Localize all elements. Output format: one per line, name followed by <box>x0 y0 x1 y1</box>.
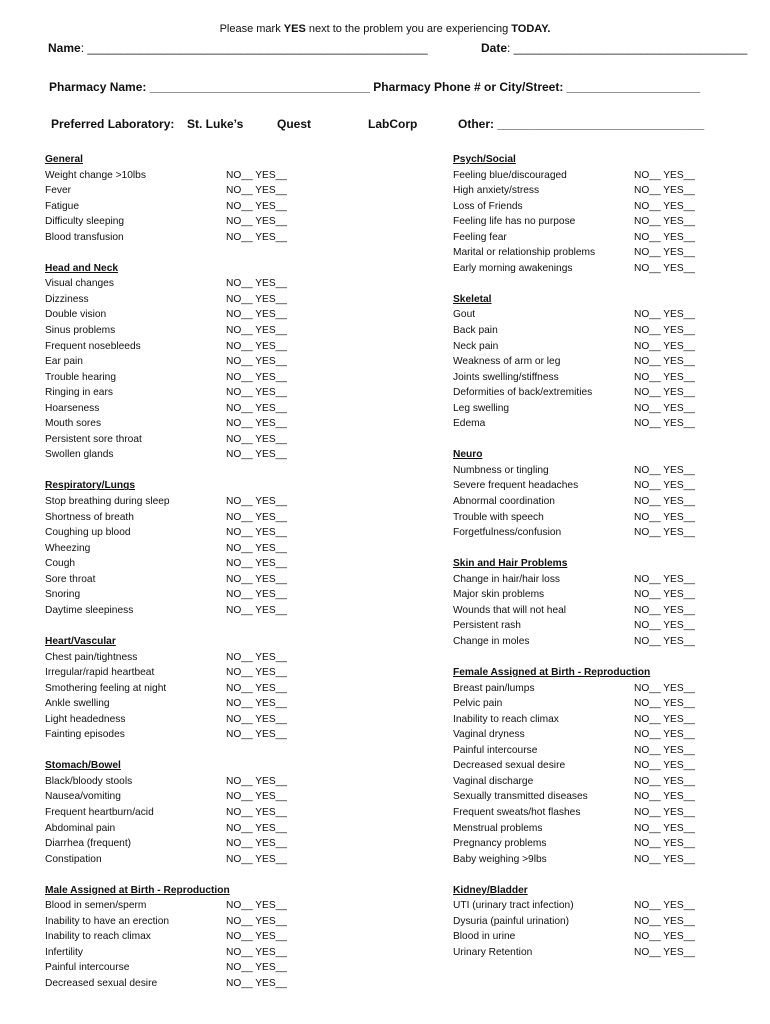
symptom-row-persistent-rash <box>453 618 695 634</box>
symptom-row-wounds-that-will-not-heal <box>453 603 695 619</box>
symptom-label: Trouble hearing <box>45 371 116 383</box>
no-yes-answer[interactable]: NO__ YES__ <box>226 651 287 663</box>
symptom-label: Sinus problems <box>45 325 116 337</box>
section-heading-row <box>45 634 230 650</box>
date-field[interactable] <box>481 41 747 55</box>
no-yes-answer[interactable]: NO__ YES__ <box>226 558 287 570</box>
symptom-row-infertility <box>45 945 287 961</box>
symptom-row-cough <box>45 556 287 572</box>
no-yes-answer[interactable]: NO__ YES__ <box>226 340 287 352</box>
no-yes-answer[interactable]: NO__ YES__ <box>226 931 287 943</box>
no-yes-answer[interactable]: NO__ YES__ <box>226 200 287 212</box>
lab-other-field[interactable]: Other: _______________________________ <box>458 117 705 131</box>
date-label: Date <box>481 41 508 55</box>
symptom-label: Frequent nosebleeds <box>45 340 141 352</box>
no-yes-answer[interactable]: NO__ YES__ <box>226 713 287 725</box>
section-heading-head-and-neck: Head and Neck <box>45 262 119 274</box>
symptom-row-ankle-swelling <box>45 696 287 712</box>
section-heading-row <box>45 478 230 494</box>
section-heading-row <box>45 152 230 168</box>
symptom-row-feeling-fear <box>453 230 695 246</box>
symptom-label: Deformities of back/extremities <box>453 387 593 399</box>
no-yes-answer[interactable]: NO__ YES__ <box>634 775 695 787</box>
symptom-label: Fainting episodes <box>45 729 125 741</box>
symptom-row-fainting-episodes <box>45 727 287 743</box>
symptom-row-visual-changes <box>45 276 287 292</box>
symptom-row-inability-to-have-an-erection <box>45 914 287 930</box>
symptom-label: Blood in urine <box>453 931 516 943</box>
symptom-label: Severe frequent headaches <box>453 480 579 492</box>
no-yes-answer[interactable]: NO__ YES__ <box>226 325 287 337</box>
no-yes-answer[interactable]: NO__ YES__ <box>226 775 287 787</box>
symptom-label: Painful intercourse <box>453 744 538 756</box>
no-yes-answer[interactable]: NO__ YES__ <box>226 278 287 290</box>
symptom-row-abnormal-coordination <box>453 494 695 510</box>
symptom-label: Frequent sweats/hot flashes <box>453 806 581 818</box>
symptom-label: Black/bloody stools <box>45 775 133 787</box>
no-yes-answer[interactable]: NO__ YES__ <box>634 573 695 585</box>
symptom-row-smothering-feeling-at-night <box>45 681 287 697</box>
no-yes-answer[interactable]: NO__ YES__ <box>634 729 695 741</box>
symptom-label: Stop breathing during sleep <box>45 496 170 508</box>
symptom-label: Daytime sleepiness <box>45 604 134 616</box>
symptom-row-chest-pain-tightness <box>45 650 287 666</box>
lab-option-labcorp[interactable]: LabCorp <box>368 117 418 131</box>
symptom-label: Vaginal discharge <box>453 775 534 787</box>
no-yes-answer[interactable]: NO__ YES__ <box>634 915 695 927</box>
no-yes-answer[interactable]: NO__ YES__ <box>634 527 695 539</box>
symptom-label: UTI (urinary tract infection) <box>453 900 574 912</box>
symptom-row-black-bloody-stools <box>45 774 287 790</box>
symptom-label: Urinary Retention <box>453 946 533 958</box>
symptom-label: Chest pain/tightness <box>45 651 138 663</box>
symptom-label: Pelvic pain <box>453 698 503 710</box>
left-column <box>45 152 287 992</box>
section-heading-row <box>453 556 650 572</box>
symptom-row-irregular-rapid-heartbeat <box>45 665 287 681</box>
no-yes-answer[interactable]: NO__ YES__ <box>226 402 287 414</box>
no-yes-answer[interactable]: NO__ YES__ <box>634 247 695 259</box>
symptom-label: Visual changes <box>45 278 114 290</box>
symptom-label: Wheezing <box>45 542 91 554</box>
no-yes-answer[interactable]: NO__ YES__ <box>226 977 287 989</box>
no-yes-answer[interactable]: NO__ YES__ <box>226 682 287 694</box>
no-yes-answer[interactable]: NO__ YES__ <box>634 340 695 352</box>
symptom-label: Fatigue <box>45 200 79 212</box>
symptom-label: Ear pain <box>45 356 83 368</box>
symptom-label: Blood transfusion <box>45 231 124 243</box>
no-yes-answer[interactable]: NO__ YES__ <box>226 511 287 523</box>
no-yes-answer[interactable]: NO__ YES__ <box>634 356 695 368</box>
symptom-row-ringing-in-ears <box>45 385 287 401</box>
symptom-row-joints-swelling-stiffness <box>453 370 695 386</box>
no-yes-answer[interactable]: NO__ YES__ <box>634 418 695 430</box>
symptom-label: Gout <box>453 309 476 321</box>
symptom-label: Leg swelling <box>453 402 510 414</box>
symptom-row-sinus-problems <box>45 323 287 339</box>
symptom-label: Irregular/rapid heartbeat <box>45 667 155 679</box>
no-yes-answer[interactable]: NO__ YES__ <box>226 604 287 616</box>
symptom-row-forgetfulness-confusion <box>453 525 695 541</box>
symptom-row-deformities-of-back-extremities <box>453 385 695 401</box>
name-line[interactable]: : ___________________________________________________ <box>80 41 428 55</box>
symptom-label: Infertility <box>45 946 83 958</box>
right-column <box>453 152 695 960</box>
no-yes-answer[interactable]: NO__ YES__ <box>226 216 287 228</box>
section-heading-female-assigned-at-birth-reproduction: Female Assigned at Birth - Reproduction <box>453 667 651 679</box>
symptom-row-stop-breathing-during-sleep <box>45 494 287 510</box>
section-heading-row <box>45 883 230 899</box>
symptom-row-early-morning-awakenings <box>453 261 695 277</box>
symptom-row-frequent-sweats-hot-flashes <box>453 805 695 821</box>
section-heading-row <box>45 758 230 774</box>
no-yes-answer[interactable]: NO__ YES__ <box>634 806 695 818</box>
no-yes-answer[interactable]: NO__ YES__ <box>226 185 287 197</box>
no-yes-answer[interactable]: NO__ YES__ <box>226 542 287 554</box>
no-yes-answer[interactable]: NO__ YES__ <box>226 838 287 850</box>
date-line[interactable]: : ___________________________________ <box>507 41 748 55</box>
no-yes-answer[interactable]: NO__ YES__ <box>634 480 695 492</box>
symptom-row-fever <box>45 183 287 199</box>
symptom-row-change-in-hair-hair-loss <box>453 572 695 588</box>
symptom-label: Feeling life has no purpose <box>453 216 576 228</box>
symptom-label: Light headedness <box>45 713 126 725</box>
no-yes-answer[interactable]: NO__ YES__ <box>226 309 287 321</box>
symptom-label: Fever <box>45 185 72 197</box>
no-yes-answer[interactable]: NO__ YES__ <box>226 527 287 539</box>
symptom-row-vaginal-discharge <box>453 774 695 790</box>
symptom-label: Weakness of arm or leg <box>453 356 561 368</box>
symptom-row-trouble-hearing <box>45 370 287 386</box>
symptom-row-decreased-sexual-desire <box>45 976 287 992</box>
section-heading-heart-vascular: Heart/Vascular <box>45 635 116 647</box>
symptom-row-weight-change-10lbs <box>45 168 287 184</box>
symptom-row-double-vision <box>45 307 287 323</box>
symptom-label: Coughing up blood <box>45 527 131 539</box>
symptom-label: Major skin problems <box>453 589 545 601</box>
symptom-row-loss-of-friends <box>453 199 695 215</box>
no-yes-answer[interactable]: NO__ YES__ <box>226 496 287 508</box>
symptom-row-nausea-vomiting <box>45 789 287 805</box>
symptom-row-severe-frequent-headaches <box>453 478 695 494</box>
symptom-label: Ringing in ears <box>45 387 113 399</box>
no-yes-answer[interactable]: NO__ YES__ <box>634 185 695 197</box>
symptom-row-fatigue <box>45 199 287 215</box>
no-yes-answer[interactable]: NO__ YES__ <box>634 464 695 476</box>
symptom-label: Trouble with speech <box>453 511 544 523</box>
no-yes-answer[interactable]: NO__ YES__ <box>226 449 287 461</box>
name-field[interactable] <box>48 41 428 55</box>
symptom-row-numbness-or-tingling <box>453 463 695 479</box>
symptom-label: Loss of Friends <box>453 200 523 212</box>
no-yes-answer[interactable]: NO__ YES__ <box>634 635 695 647</box>
symptom-label: Shortness of breath <box>45 511 134 523</box>
lab-label: Preferred Laboratory: <box>51 117 175 131</box>
no-yes-answer[interactable]: NO__ YES__ <box>634 931 695 943</box>
instruction-text-2: next to the problem you are experiencing <box>305 23 512 35</box>
no-yes-answer[interactable]: NO__ YES__ <box>634 371 695 383</box>
no-yes-answer[interactable]: NO__ YES__ <box>634 822 695 834</box>
symptom-label: Frequent heartburn/acid <box>45 806 154 818</box>
no-yes-answer[interactable]: NO__ YES__ <box>634 216 695 228</box>
instruction-today: TODAY. <box>511 23 551 35</box>
no-yes-answer[interactable]: NO__ YES__ <box>634 309 695 321</box>
symptom-row-feeling-blue-discouraged <box>453 168 695 184</box>
symptom-label: Decreased sexual desire <box>45 977 158 989</box>
name-label: Name <box>48 41 81 55</box>
no-yes-answer[interactable]: NO__ YES__ <box>226 915 287 927</box>
symptom-row-weakness-of-arm-or-leg <box>453 354 695 370</box>
no-yes-answer[interactable]: NO__ YES__ <box>226 418 287 430</box>
section-heading-respiratory-lungs: Respiratory/Lungs <box>45 480 136 492</box>
symptom-row-decreased-sexual-desire <box>453 758 695 774</box>
no-yes-answer[interactable]: NO__ YES__ <box>226 433 287 445</box>
section-heading-row <box>45 261 230 277</box>
symptom-row-gout <box>453 307 695 323</box>
symptom-row-breast-pain-lumps <box>453 681 695 697</box>
symptom-row-baby-weighing-9lbs <box>453 852 695 868</box>
symptom-row-high-anxiety-stress <box>453 183 695 199</box>
symptom-label: Baby weighing >9lbs <box>453 853 547 865</box>
no-yes-answer[interactable]: NO__ YES__ <box>226 946 287 958</box>
instructions <box>0 23 770 35</box>
section-heading-male-assigned-at-birth-reproduction: Male Assigned at Birth - Reproduction <box>45 884 230 896</box>
instruction-text: Please mark <box>219 23 284 35</box>
symptom-row-urinary-retention <box>453 945 695 961</box>
symptom-label: Sexually transmitted diseases <box>453 791 588 803</box>
symptom-row-mouth-sores <box>45 416 287 432</box>
no-yes-answer[interactable]: NO__ YES__ <box>634 698 695 710</box>
symptom-row-swollen-glands <box>45 447 287 463</box>
symptom-label: Inability to reach climax <box>453 713 559 725</box>
symptom-label: Forgetfulness/confusion <box>453 527 562 539</box>
symptom-row-painful-intercourse <box>45 960 287 976</box>
section-heading-neuro: Neuro <box>453 449 483 461</box>
no-yes-answer[interactable]: NO__ YES__ <box>226 356 287 368</box>
no-yes-answer[interactable]: NO__ YES__ <box>634 387 695 399</box>
symptom-row-frequent-nosebleeds <box>45 339 287 355</box>
section-heading-row <box>453 883 650 899</box>
symptom-row-pelvic-pain <box>453 696 695 712</box>
symptom-row-diarrhea-frequent <box>45 836 287 852</box>
section-heading-skeletal: Skeletal <box>453 293 492 305</box>
symptom-label: Neck pain <box>453 340 499 352</box>
section-heading-psych-social: Psych/Social <box>453 154 516 165</box>
symptom-row-neck-pain <box>453 339 695 355</box>
symptom-label: Constipation <box>45 853 102 865</box>
symptom-row-feeling-life-has-no-purpose <box>453 214 695 230</box>
symptom-label: Cough <box>45 558 76 570</box>
no-yes-answer[interactable]: NO__ YES__ <box>634 946 695 958</box>
symptom-label: Breast pain/lumps <box>453 682 535 694</box>
symptom-row-abdominal-pain <box>45 821 287 837</box>
no-yes-answer[interactable]: NO__ YES__ <box>634 760 695 772</box>
symptom-row-marital-or-relationship-problems <box>453 245 695 261</box>
symptom-label: Swollen glands <box>45 449 114 461</box>
no-yes-answer[interactable]: NO__ YES__ <box>634 853 695 865</box>
no-yes-answer[interactable]: NO__ YES__ <box>634 682 695 694</box>
symptom-row-persistent-sore-throat <box>45 432 287 448</box>
symptom-row-hoarseness <box>45 401 287 417</box>
section-heading-row <box>453 292 650 308</box>
symptom-row-sore-throat <box>45 572 287 588</box>
no-yes-answer[interactable]: NO__ YES__ <box>226 589 287 601</box>
no-yes-answer[interactable]: NO__ YES__ <box>634 838 695 850</box>
no-yes-answer[interactable]: NO__ YES__ <box>226 853 287 865</box>
symptom-label: Edema <box>453 418 486 430</box>
no-yes-answer[interactable]: NO__ YES__ <box>634 511 695 523</box>
symptom-label: Wounds that will not heal <box>453 604 567 616</box>
symptom-row-uti-urinary-tract-infection <box>453 898 695 914</box>
instruction-yes: YES <box>283 23 306 35</box>
symptom-row-sexually-transmitted-diseases <box>453 789 695 805</box>
symptom-label: Weight change >10lbs <box>45 169 146 181</box>
symptom-label: Marital or relationship problems <box>453 247 596 259</box>
no-yes-answer[interactable]: NO__ YES__ <box>634 713 695 725</box>
symptom-label: Hoarseness <box>45 402 100 414</box>
symptom-row-blood-in-semen-sperm <box>45 898 287 914</box>
symptom-row-pregnancy-problems <box>453 836 695 852</box>
symptom-label: High anxiety/stress <box>453 185 540 197</box>
section-heading-row <box>453 152 650 168</box>
symptom-label: Feeling fear <box>453 231 507 243</box>
symptom-label: Dizziness <box>45 293 89 305</box>
no-yes-answer[interactable]: NO__ YES__ <box>226 371 287 383</box>
no-yes-answer[interactable]: NO__ YES__ <box>226 387 287 399</box>
symptom-row-major-skin-problems <box>453 587 695 603</box>
symptom-label: Inability to have an erection <box>45 915 170 927</box>
symptom-row-light-headedness <box>45 712 287 728</box>
symptom-label: Pregnancy problems <box>453 838 547 850</box>
symptom-label: Vaginal dryness <box>453 729 525 741</box>
symptom-row-wheezing <box>45 541 287 557</box>
lab-option-st-lukes[interactable]: St. Luke’s <box>187 117 244 131</box>
symptom-label: Persistent sore throat <box>45 433 142 445</box>
no-yes-answer[interactable]: NO__ YES__ <box>634 496 695 508</box>
section-heading-skin-and-hair-problems: Skin and Hair Problems <box>453 558 568 570</box>
symptom-row-frequent-heartburn-acid <box>45 805 287 821</box>
no-yes-answer[interactable]: NO__ YES__ <box>634 620 695 632</box>
symptom-row-menstrual-problems <box>453 821 695 837</box>
no-yes-answer[interactable]: NO__ YES__ <box>634 200 695 212</box>
symptom-label: Double vision <box>45 309 107 321</box>
no-yes-answer[interactable]: NO__ YES__ <box>634 402 695 414</box>
symptom-row-back-pain <box>453 323 695 339</box>
symptom-label: Inability to reach climax <box>45 931 151 943</box>
no-yes-answer[interactable]: NO__ YES__ <box>226 822 287 834</box>
no-yes-answer[interactable]: NO__ YES__ <box>226 667 287 679</box>
symptom-row-dysuria-painful-urination <box>453 914 695 930</box>
symptom-row-snoring <box>45 587 287 603</box>
symptom-row-vaginal-dryness <box>453 727 695 743</box>
symptom-label: Nausea/vomiting <box>45 791 121 803</box>
symptom-label: Decreased sexual desire <box>453 760 566 772</box>
symptom-label: Back pain <box>453 325 498 337</box>
symptom-label: Mouth sores <box>45 418 102 430</box>
symptom-label: Ankle swelling <box>45 698 110 710</box>
symptom-row-ear-pain <box>45 354 287 370</box>
section-heading-general: General <box>45 154 83 165</box>
symptom-row-blood-in-urine <box>453 929 695 945</box>
no-yes-answer[interactable]: NO__ YES__ <box>226 231 287 243</box>
no-yes-answer[interactable]: NO__ YES__ <box>634 791 695 803</box>
symptom-row-inability-to-reach-climax <box>45 929 287 945</box>
no-yes-answer[interactable]: NO__ YES__ <box>634 231 695 243</box>
no-yes-answer[interactable]: NO__ YES__ <box>634 604 695 616</box>
no-yes-answer[interactable]: NO__ YES__ <box>226 698 287 710</box>
section-heading-stomach-bowel: Stomach/Bowel <box>45 760 121 772</box>
no-yes-answer[interactable]: NO__ YES__ <box>634 169 695 181</box>
symptom-row-coughing-up-blood <box>45 525 287 541</box>
no-yes-answer[interactable]: NO__ YES__ <box>634 325 695 337</box>
symptom-row-change-in-moles <box>453 634 695 650</box>
symptom-label: Dysuria (painful urination) <box>453 915 570 927</box>
section-heading-kidney-bladder: Kidney/Bladder <box>453 884 528 896</box>
symptom-label: Early morning awakenings <box>453 262 573 274</box>
no-yes-answer[interactable]: NO__ YES__ <box>634 262 695 274</box>
symptom-label: Blood in semen/sperm <box>45 900 147 912</box>
symptom-label: Persistent rash <box>453 620 521 632</box>
symptom-label: Snoring <box>45 589 81 601</box>
symptom-label: Change in moles <box>453 635 530 647</box>
no-yes-answer[interactable]: NO__ YES__ <box>634 900 695 912</box>
no-yes-answer[interactable]: NO__ YES__ <box>226 293 287 305</box>
symptom-label: Sore throat <box>45 573 96 585</box>
no-yes-answer[interactable]: NO__ YES__ <box>634 589 695 601</box>
section-heading-row <box>453 665 650 681</box>
lab-option-quest[interactable]: Quest <box>277 117 312 131</box>
symptom-row-blood-transfusion <box>45 230 287 246</box>
symptom-row-edema <box>453 416 695 432</box>
section-heading-row <box>453 447 650 463</box>
symptom-label: Abdominal pain <box>45 822 116 834</box>
pharmacy-field[interactable]: Pharmacy Name: _________________________________ Pharmacy Phone # or City/Street: ____________________ <box>49 80 701 94</box>
no-yes-answer[interactable]: NO__ YES__ <box>226 806 287 818</box>
no-yes-answer[interactable]: NO__ YES__ <box>226 573 287 585</box>
no-yes-answer[interactable]: NO__ YES__ <box>226 962 287 974</box>
no-yes-answer[interactable]: NO__ YES__ <box>226 791 287 803</box>
symptom-row-trouble-with-speech <box>453 510 695 526</box>
no-yes-answer[interactable]: NO__ YES__ <box>226 900 287 912</box>
no-yes-answer[interactable]: NO__ YES__ <box>226 169 287 181</box>
no-yes-answer[interactable]: NO__ YES__ <box>226 729 287 741</box>
symptom-label: Diarrhea (frequent) <box>45 838 132 850</box>
symptom-label: Change in hair/hair loss <box>453 573 561 585</box>
symptom-label: Difficulty sleeping <box>45 216 125 228</box>
symptom-row-painful-intercourse <box>453 743 695 759</box>
symptom-label: Abnormal coordination <box>453 496 555 508</box>
symptom-row-daytime-sleepiness <box>45 603 287 619</box>
symptom-label: Numbness or tingling <box>453 464 549 476</box>
symptom-label: Feeling blue/discouraged <box>453 169 567 181</box>
symptom-label: Painful intercourse <box>45 962 130 974</box>
no-yes-answer[interactable]: NO__ YES__ <box>634 744 695 756</box>
symptom-label: Menstrual problems <box>453 822 543 834</box>
symptom-label: Smothering feeling at night <box>45 682 167 694</box>
symptom-row-difficulty-sleeping <box>45 214 287 230</box>
symptom-row-leg-swelling <box>453 401 695 417</box>
symptom-row-constipation <box>45 852 287 868</box>
symptom-row-dizziness <box>45 292 287 308</box>
symptom-row-shortness-of-breath <box>45 510 287 526</box>
symptom-row-inability-to-reach-climax <box>453 712 695 728</box>
symptom-label: Joints swelling/stiffness <box>453 371 559 383</box>
